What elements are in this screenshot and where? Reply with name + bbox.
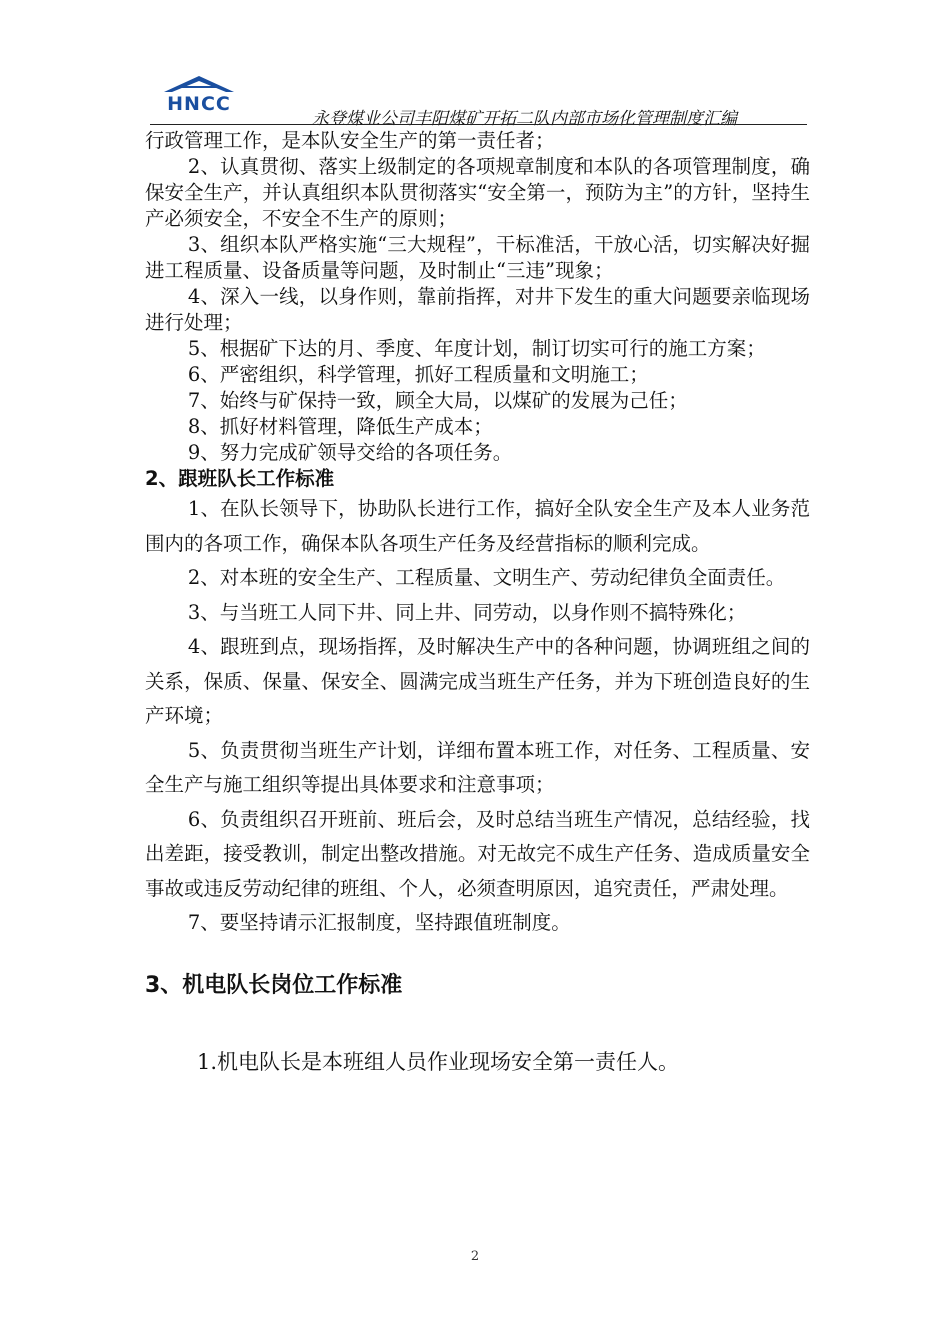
page-header [150, 74, 807, 129]
paragraph: 4、跟班到点，现场指挥，及时解决生产中的各种问题，协调班组之间的关系，保质、保量、保安全、圆满完成当班生产任务，并为下班创造良好的生产环境； [145, 635, 810, 727]
section-2 [145, 492, 810, 941]
paragraph: 4、深入一线，以身作则，靠前指挥，对井下发生的重大问题要亲临现场进行处理； [145, 285, 810, 334]
hncc-logo-icon [156, 74, 242, 114]
company-logo [156, 74, 242, 120]
section-1 [145, 128, 810, 466]
paragraph: 3、与当班工人同下井、同上井、同劳动，以身作则不搞特殊化； [187, 600, 747, 624]
paragraph: 1、在队长领导下，协助队长进行工作，搞好全队安全生产及本人业务范围内的各项工作，确保本队各项生产任务及经营指标的顺利完成。 [145, 497, 810, 555]
section-3-heading: 3、机电队长岗位工作标准 [145, 972, 403, 998]
section-3-item: 1.机电队长是本班组人员作业现场安全第一责任人。 [197, 1049, 680, 1074]
section-2-heading: 2、跟班队长工作标准 [145, 467, 335, 490]
paragraph: 2、对本班的安全生产、工程质量、文明生产、劳动纪律负全面责任。 [187, 566, 786, 589]
paragraph: 7、要坚持请示汇报制度，坚持跟值班制度。 [187, 911, 571, 934]
paragraph: 2、认真贯彻、落实上级制定的各项规章制度和本队的各项管理制度，确保安全生产，并认真组织本队贯彻落实“安全第一，预防为主”的方针，坚持生产必须安全，不安全不生产的原则； [145, 155, 810, 230]
document-body [145, 128, 810, 1077]
paragraph: 5、负责贯彻当班生产计划，详细布置本班工作，对任务、工程质量、安全生产与施工组织等提出具体要求和注意事项； [145, 738, 810, 796]
paragraph: 5、根据矿下达的月、季度、年度计划，制订切实可行的施工方案； [187, 337, 766, 360]
header-divider [150, 124, 807, 125]
svg-text:HNCC: HNCC [167, 93, 231, 114]
paragraph: 8、抓好材料管理，降低生产成本； [187, 415, 493, 438]
paragraph: 7、始终与矿保持一致，顾全大局，以煤矿的发展为己任； [187, 389, 688, 412]
header-title: 永登煤业公司丰阳煤矿开拓二队内部市场化管理制度汇编 [312, 109, 737, 129]
paragraph: 3、组织本队严格实施“三大规程”，干标准活，干放心活，切实解决好掘进工程质量、设备质量等问题，及时制止“三违”现象； [145, 233, 810, 282]
page-number: 2 [470, 1249, 480, 1264]
paragraph: 6、严密组织，科学管理，抓好工程质量和文明施工； [187, 363, 649, 386]
paragraph: 行政管理工作，是本队安全生产的第一责任者； [145, 129, 555, 152]
paragraph: 6、负责组织召开班前、班后会，及时总结当班生产情况，总结经验，找出差距，接受教训，制定出整改措施。对无故完不成生产任务、造成质量安全事故或违反劳动纪律的班组、个人，必须查明原因，追究责任，严肃处理。 [145, 807, 810, 900]
paragraph: 9、努力完成矿领导交给的各项任务。 [187, 441, 513, 464]
